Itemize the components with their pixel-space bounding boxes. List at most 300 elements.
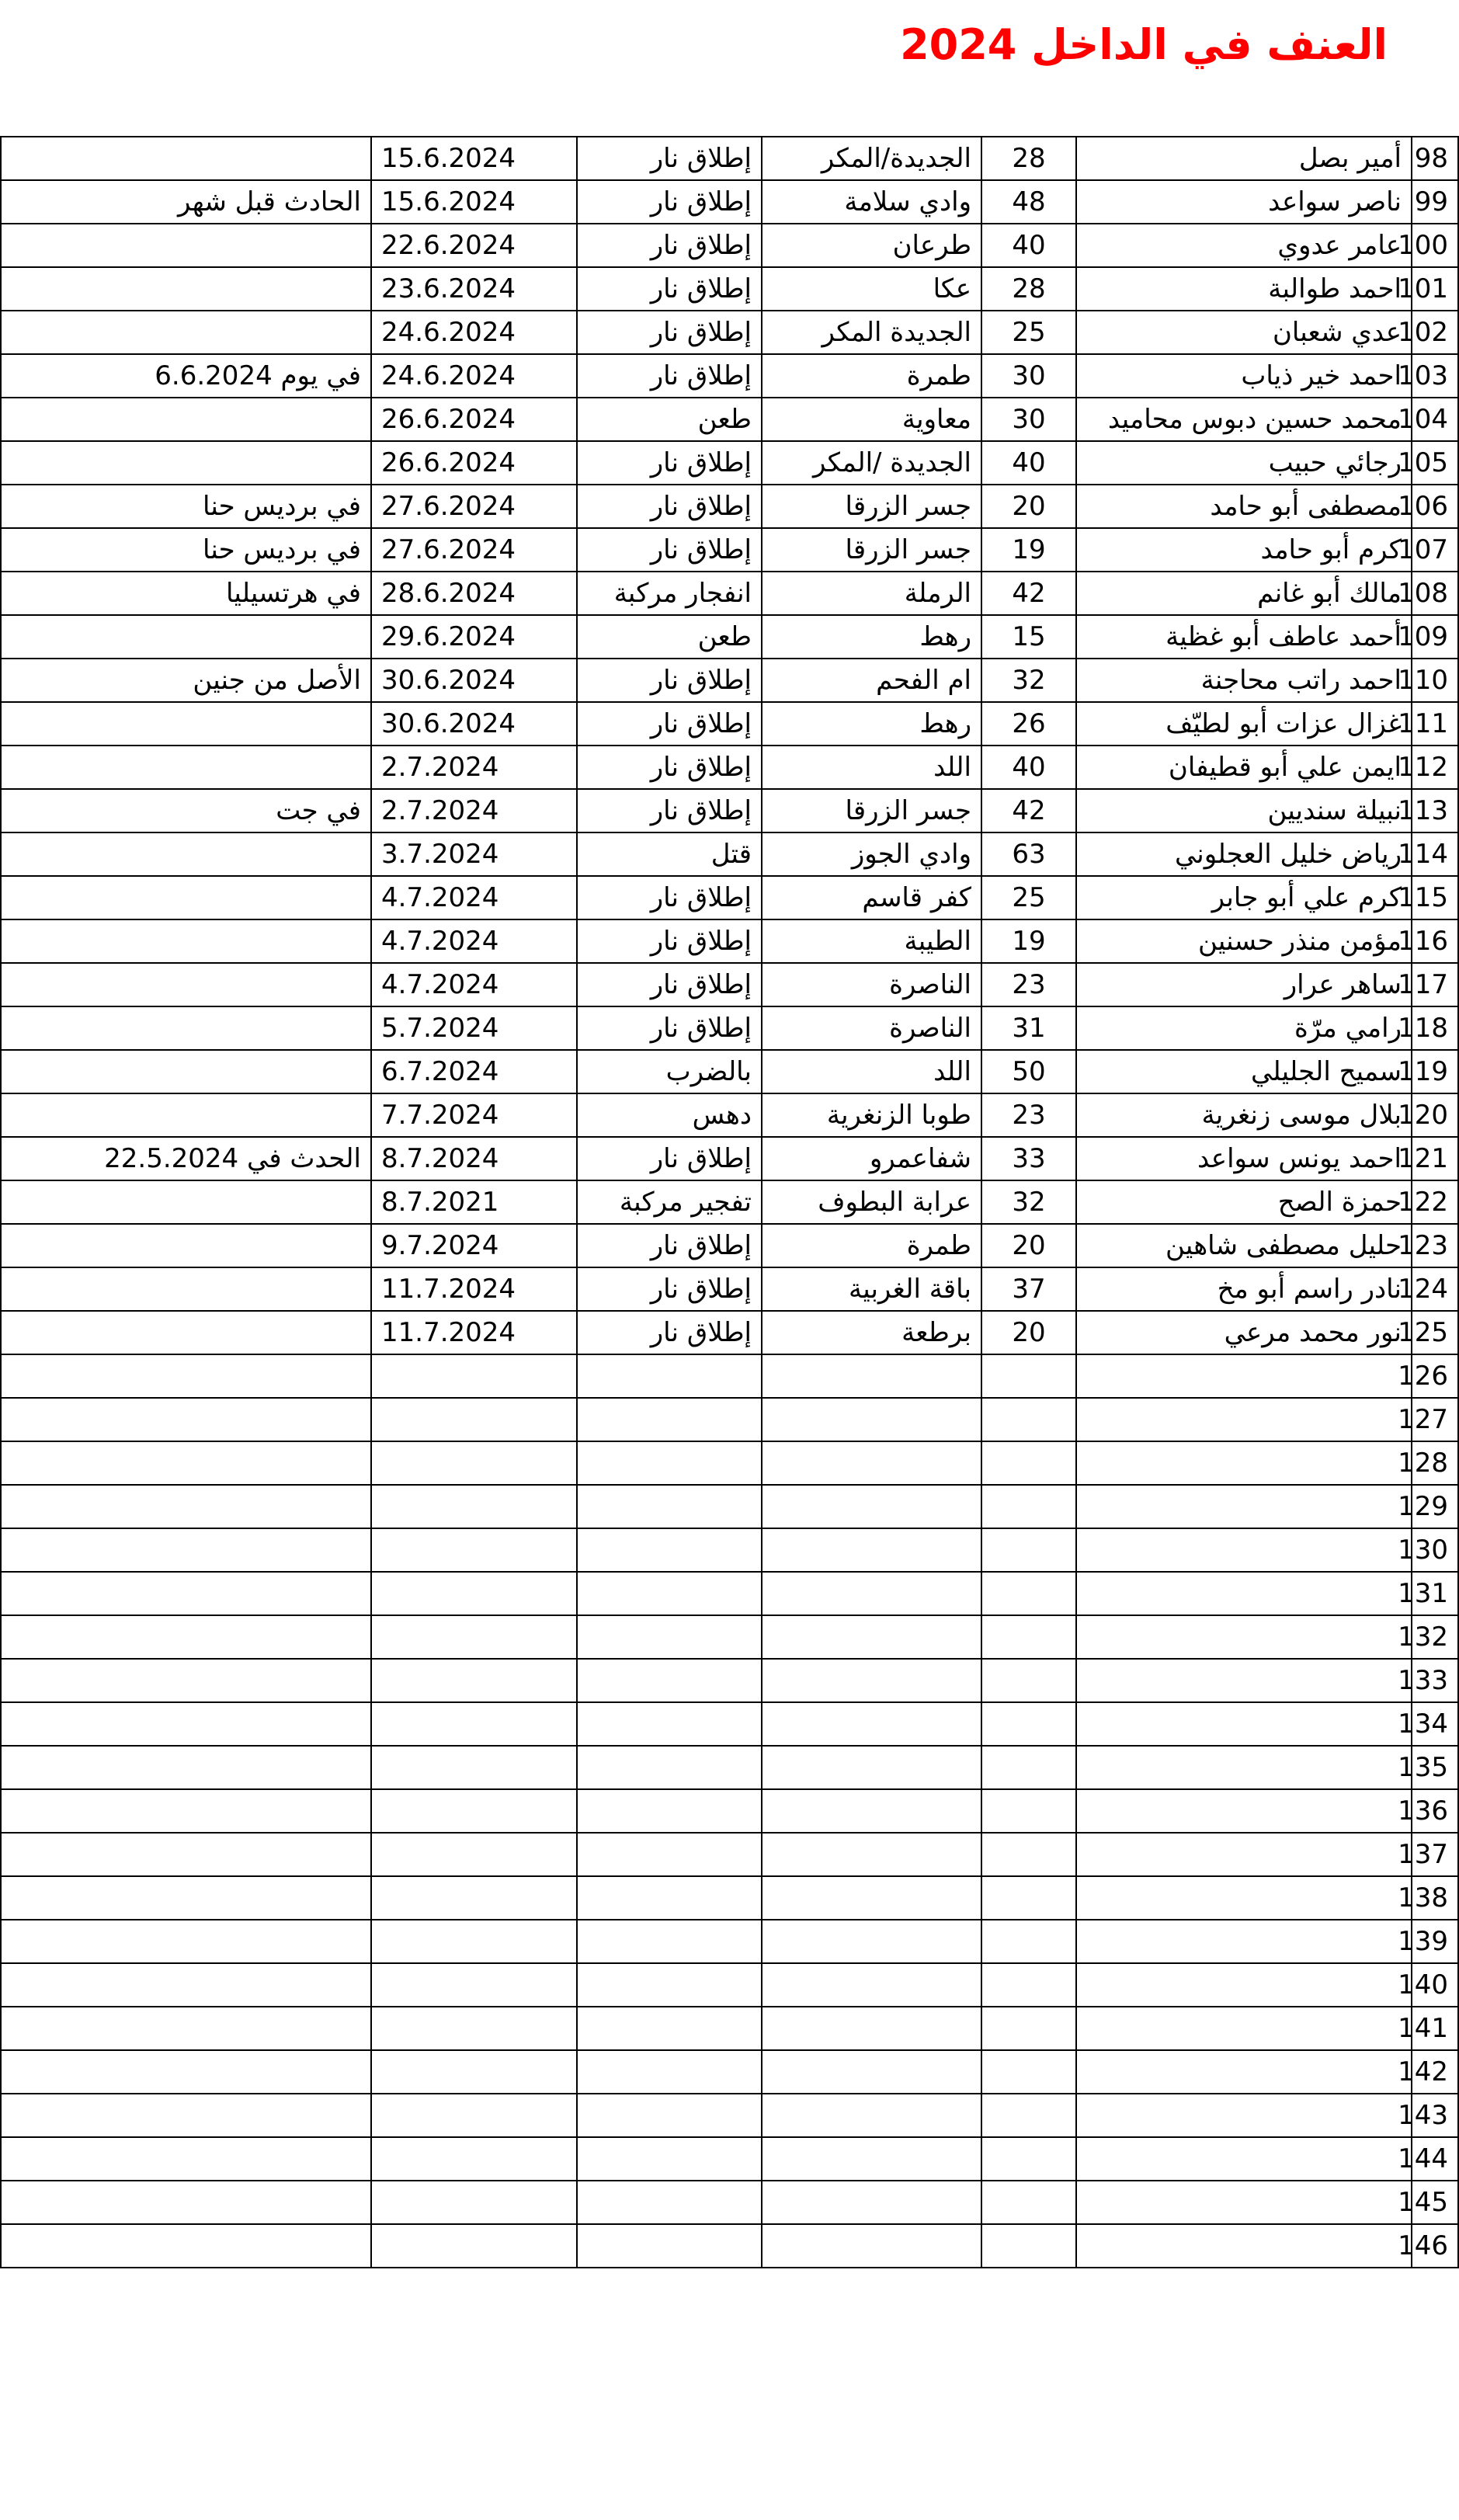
cell-age [981, 1572, 1076, 1615]
cell-note [1, 1267, 371, 1311]
cell-num: 122 [1412, 1180, 1458, 1224]
cell-name: رامي مرّة [1076, 1006, 1412, 1050]
cell-type [577, 1615, 762, 1659]
cell-place [762, 1354, 981, 1398]
table-row [1, 659, 1458, 702]
cell-num: 143 [1412, 2094, 1458, 2137]
cell-age [981, 1615, 1076, 1659]
table-row [1, 1180, 1458, 1224]
cell-place: رهط [762, 702, 981, 746]
cell-name [1076, 1441, 1412, 1485]
cell-num: 144 [1412, 2137, 1458, 2181]
cell-type [577, 1398, 762, 1441]
cell-age [981, 2224, 1076, 2268]
table-row [1, 1789, 1458, 1833]
cell-name: محمد حسين دبوس محاميد [1076, 398, 1412, 441]
cell-type: إطلاق نار [577, 919, 762, 963]
cell-num: 141 [1412, 2007, 1458, 2050]
cell-num: 104 [1412, 398, 1458, 441]
table-row [1, 702, 1458, 746]
cell-type [577, 1746, 762, 1789]
cell-num: 109 [1412, 615, 1458, 659]
cell-name: احمد خير ذياب [1076, 354, 1412, 398]
cell-num: 115 [1412, 876, 1458, 919]
cell-age [981, 1920, 1076, 1963]
cell-num: 130 [1412, 1528, 1458, 1572]
cell-name: عدي شعبان [1076, 311, 1412, 354]
cell-note [1, 702, 371, 746]
cell-type: إطلاق نار [577, 485, 762, 528]
cell-num: 99 [1412, 180, 1458, 224]
cell-num: 111 [1412, 702, 1458, 746]
cell-name: مؤمن منذر حسنين [1076, 919, 1412, 963]
cell-age: 42 [981, 572, 1076, 615]
cell-num: 103 [1412, 354, 1458, 398]
table-row [1, 1224, 1458, 1267]
cell-name [1076, 1833, 1412, 1876]
cell-type: إطلاق نار [577, 876, 762, 919]
cell-place [762, 1659, 981, 1702]
cell-age: 25 [981, 876, 1076, 919]
cell-type [577, 1876, 762, 1920]
cell-name [1076, 1876, 1412, 1920]
cell-date: 30.6.2024 [371, 659, 577, 702]
cell-age: 37 [981, 1267, 1076, 1311]
cell-date: 27.6.2024 [371, 485, 577, 528]
cell-date: 4.7.2024 [371, 963, 577, 1006]
cell-place [762, 2094, 981, 2137]
table-row [1, 1137, 1458, 1180]
cell-num: 139 [1412, 1920, 1458, 1963]
cell-type: إطلاق نار [577, 528, 762, 572]
cell-age: 40 [981, 746, 1076, 789]
cell-date [371, 1615, 577, 1659]
cell-name [1076, 1485, 1412, 1528]
cell-age [981, 1789, 1076, 1833]
cell-place [762, 1789, 981, 1833]
cell-age [981, 1833, 1076, 1876]
cell-type [577, 1659, 762, 1702]
cell-note [1, 1180, 371, 1224]
cell-num: 116 [1412, 919, 1458, 963]
cell-type: طعن [577, 398, 762, 441]
table-row [1, 1963, 1458, 2007]
cell-age: 25 [981, 311, 1076, 354]
table-row [1, 311, 1458, 354]
cell-place [762, 2181, 981, 2224]
cell-type: بالضرب [577, 1050, 762, 1093]
cell-age: 30 [981, 354, 1076, 398]
cell-type [577, 1789, 762, 1833]
cell-type [577, 1441, 762, 1485]
cell-age: 31 [981, 1006, 1076, 1050]
cell-place [762, 1876, 981, 1920]
cell-type: إطلاق نار [577, 1006, 762, 1050]
table-row [1, 1615, 1458, 1659]
cell-type [577, 1354, 762, 1398]
cell-note [1, 1833, 371, 1876]
cell-date: 28.6.2024 [371, 572, 577, 615]
cell-age: 19 [981, 919, 1076, 963]
cell-age: 23 [981, 1093, 1076, 1137]
cell-note [1, 1485, 371, 1528]
cell-num: 127 [1412, 1398, 1458, 1441]
cell-name: ايمن علي أبو قطيفان [1076, 746, 1412, 789]
cell-type: إطلاق نار [577, 311, 762, 354]
cell-note: الأصل من جنين [1, 659, 371, 702]
cell-num: 145 [1412, 2181, 1458, 2224]
table-row [1, 1702, 1458, 1746]
cell-note [1, 1224, 371, 1267]
cell-num: 140 [1412, 1963, 1458, 2007]
cell-num: 128 [1412, 1441, 1458, 1485]
cell-date [371, 1398, 577, 1441]
cell-date: 26.6.2024 [371, 441, 577, 485]
cell-num: 132 [1412, 1615, 1458, 1659]
cell-date [371, 1833, 577, 1876]
cell-note [1, 615, 371, 659]
cell-note [1, 1659, 371, 1702]
table-row [1, 746, 1458, 789]
cell-date: 5.7.2024 [371, 1006, 577, 1050]
cell-name: رجائي حبيب [1076, 441, 1412, 485]
cell-name [1076, 1789, 1412, 1833]
table-row [1, 528, 1458, 572]
cell-age: 30 [981, 398, 1076, 441]
cell-type [577, 1702, 762, 1746]
cell-place [762, 1528, 981, 1572]
cell-place: رهط [762, 615, 981, 659]
cell-name [1076, 1528, 1412, 1572]
table-row [1, 2050, 1458, 2094]
cell-type: إطلاق نار [577, 441, 762, 485]
cell-age: 26 [981, 702, 1076, 746]
cell-date [371, 1702, 577, 1746]
cell-type: إطلاق نار [577, 1137, 762, 1180]
cell-name: مالك أبو غانم [1076, 572, 1412, 615]
cell-num: 135 [1412, 1746, 1458, 1789]
cell-date: 30.6.2024 [371, 702, 577, 746]
cell-place [762, 1920, 981, 1963]
cell-place [762, 1572, 981, 1615]
cell-age [981, 2137, 1076, 2181]
table-row [1, 1528, 1458, 1572]
cell-place [762, 1702, 981, 1746]
cell-place [762, 1441, 981, 1485]
cell-name: عامر عدوي [1076, 224, 1412, 267]
cell-age [981, 2050, 1076, 2094]
cell-note [1, 1398, 371, 1441]
cell-num: 126 [1412, 1354, 1458, 1398]
cell-note [1, 1876, 371, 1920]
table-row [1, 963, 1458, 1006]
cell-name: حمزة الصح [1076, 1180, 1412, 1224]
cell-date: 8.7.2024 [371, 1137, 577, 1180]
cell-note [1, 224, 371, 267]
cell-age: 32 [981, 659, 1076, 702]
cell-type: إطلاق نار [577, 1311, 762, 1354]
cell-name [1076, 2224, 1412, 2268]
cell-date: 29.6.2024 [371, 615, 577, 659]
table-row [1, 1093, 1458, 1137]
cell-place: الجديدة/المكر [762, 137, 981, 180]
cell-name: كرم علي أبو جابر [1076, 876, 1412, 919]
cell-date [371, 1920, 577, 1963]
cell-age: 50 [981, 1050, 1076, 1093]
cell-place [762, 2137, 981, 2181]
cell-note: في يوم 6.6.2024 [1, 354, 371, 398]
cell-date: 27.6.2024 [371, 528, 577, 572]
cell-type [577, 2050, 762, 2094]
cell-age: 33 [981, 1137, 1076, 1180]
cell-type: إطلاق نار [577, 224, 762, 267]
cell-note [1, 1746, 371, 1789]
cell-date: 3.7.2024 [371, 832, 577, 876]
cell-note [1, 832, 371, 876]
table-row [1, 1311, 1458, 1354]
table-row [1, 1050, 1458, 1093]
cell-place: معاوية [762, 398, 981, 441]
cell-name [1076, 1572, 1412, 1615]
table-row [1, 1267, 1458, 1311]
cell-type: تفجير مركبة [577, 1180, 762, 1224]
cell-num: 121 [1412, 1137, 1458, 1180]
cell-age: 15 [981, 615, 1076, 659]
cell-type [577, 2137, 762, 2181]
cell-age: 28 [981, 137, 1076, 180]
cell-num: 137 [1412, 1833, 1458, 1876]
cell-name: احمد راتب محاجنة [1076, 659, 1412, 702]
cell-place [762, 1746, 981, 1789]
table-row [1, 1833, 1458, 1876]
cell-name [1076, 2094, 1412, 2137]
cell-name: أحمد عاطف أبو غظية [1076, 615, 1412, 659]
cell-num: 119 [1412, 1050, 1458, 1093]
cell-date [371, 1572, 577, 1615]
table-row [1, 876, 1458, 919]
cell-date: 24.6.2024 [371, 311, 577, 354]
cell-num: 146 [1412, 2224, 1458, 2268]
table-row [1, 1746, 1458, 1789]
cell-age [981, 1398, 1076, 1441]
cell-name: غزال عزات أبو لطيّف [1076, 702, 1412, 746]
table-row [1, 615, 1458, 659]
cell-place: الناصرة [762, 1006, 981, 1050]
cell-age: 40 [981, 441, 1076, 485]
cell-num: 114 [1412, 832, 1458, 876]
cell-type: إطلاق نار [577, 354, 762, 398]
cell-note [1, 876, 371, 919]
cell-note [1, 1006, 371, 1050]
cell-num: 100 [1412, 224, 1458, 267]
cell-place: الجديدة /المكر [762, 441, 981, 485]
cell-num: 113 [1412, 789, 1458, 832]
cell-name: احمد طوالبة [1076, 267, 1412, 311]
cell-name: ناصر سواعد [1076, 180, 1412, 224]
cell-place: وادي سلامة [762, 180, 981, 224]
table-row [1, 919, 1458, 963]
cell-note [1, 398, 371, 441]
cell-place: كفر قاسم [762, 876, 981, 919]
table-row [1, 2181, 1458, 2224]
victims-table [0, 136, 1459, 2268]
cell-num: 105 [1412, 441, 1458, 485]
cell-num: 125 [1412, 1311, 1458, 1354]
cell-note: في هرتسيليا [1, 572, 371, 615]
cell-place: ام الفحم [762, 659, 981, 702]
cell-place [762, 2050, 981, 2094]
cell-num: 133 [1412, 1659, 1458, 1702]
cell-date: 2.7.2024 [371, 789, 577, 832]
cell-type [577, 1920, 762, 1963]
cell-date [371, 1746, 577, 1789]
cell-date: 22.6.2024 [371, 224, 577, 267]
cell-note [1, 1920, 371, 1963]
cell-type: إطلاق نار [577, 702, 762, 746]
cell-note [1, 1093, 371, 1137]
cell-num: 120 [1412, 1093, 1458, 1137]
cell-date: 11.7.2024 [371, 1311, 577, 1354]
cell-name: حليل مصطفى شاهين [1076, 1224, 1412, 1267]
cell-name [1076, 1746, 1412, 1789]
table-row [1, 2094, 1458, 2137]
cell-place: وادي الجوز [762, 832, 981, 876]
cell-num: 106 [1412, 485, 1458, 528]
table-row [1, 2224, 1458, 2268]
cell-date: 9.7.2024 [371, 1224, 577, 1267]
cell-type: إطلاق نار [577, 746, 762, 789]
cell-name: نادر راسم أبو مخ [1076, 1267, 1412, 1311]
cell-note [1, 2181, 371, 2224]
cell-note [1, 1572, 371, 1615]
cell-note [1, 2094, 371, 2137]
cell-name: سميح الجليلي [1076, 1050, 1412, 1093]
cell-type [577, 1572, 762, 1615]
table-row [1, 137, 1458, 180]
cell-num: 112 [1412, 746, 1458, 789]
cell-name [1076, 1963, 1412, 2007]
cell-age: 63 [981, 832, 1076, 876]
cell-name [1076, 2181, 1412, 2224]
cell-note [1, 441, 371, 485]
cell-age: 28 [981, 267, 1076, 311]
cell-age: 32 [981, 1180, 1076, 1224]
cell-note [1, 1441, 371, 1485]
cell-name: بلال موسى زنغرية [1076, 1093, 1412, 1137]
cell-age [981, 1659, 1076, 1702]
cell-date [371, 1354, 577, 1398]
cell-age: 23 [981, 963, 1076, 1006]
cell-type [577, 2007, 762, 2050]
cell-name [1076, 1659, 1412, 1702]
cell-note: في جت [1, 789, 371, 832]
cell-age [981, 1441, 1076, 1485]
cell-date: 11.7.2024 [371, 1267, 577, 1311]
cell-date: 26.6.2024 [371, 398, 577, 441]
cell-place: طرعان [762, 224, 981, 267]
cell-date [371, 2094, 577, 2137]
table-row [1, 1876, 1458, 1920]
cell-place: برطعة [762, 1311, 981, 1354]
cell-name [1076, 2007, 1412, 2050]
cell-date: 4.7.2024 [371, 876, 577, 919]
cell-age [981, 2007, 1076, 2050]
cell-type: إطلاق نار [577, 659, 762, 702]
cell-note [1, 919, 371, 963]
cell-age [981, 2094, 1076, 2137]
cell-note [1, 1702, 371, 1746]
cell-place: اللد [762, 1050, 981, 1093]
table-row [1, 789, 1458, 832]
cell-note: الحدث في 22.5.2024 [1, 1137, 371, 1180]
cell-age: 20 [981, 1311, 1076, 1354]
cell-num: 134 [1412, 1702, 1458, 1746]
cell-place [762, 2007, 981, 2050]
table-row [1, 1441, 1458, 1485]
cell-date [371, 1963, 577, 2007]
cell-place: عرابة البطوف [762, 1180, 981, 1224]
cell-date: 2.7.2024 [371, 746, 577, 789]
cell-num: 142 [1412, 2050, 1458, 2094]
cell-name: كرم أبو حامد [1076, 528, 1412, 572]
cell-name: مصطفى أبو حامد [1076, 485, 1412, 528]
cell-place: جسر الزرقا [762, 789, 981, 832]
cell-age: 48 [981, 180, 1076, 224]
cell-age: 42 [981, 789, 1076, 832]
cell-name: نور محمد مرعي [1076, 1311, 1412, 1354]
cell-date: 8.7.2021 [371, 1180, 577, 1224]
cell-note [1, 2050, 371, 2094]
cell-age [981, 1746, 1076, 1789]
cell-place [762, 1398, 981, 1441]
cell-place [762, 1485, 981, 1528]
table-row [1, 1354, 1458, 1398]
cell-date: 24.6.2024 [371, 354, 577, 398]
cell-place [762, 1963, 981, 2007]
cell-place: جسر الزرقا [762, 528, 981, 572]
table-row [1, 1485, 1458, 1528]
cell-date [371, 2224, 577, 2268]
cell-date [371, 2007, 577, 2050]
cell-age: 40 [981, 224, 1076, 267]
cell-note [1, 1615, 371, 1659]
cell-type: إطلاق نار [577, 180, 762, 224]
table-row [1, 2137, 1458, 2181]
cell-age: 20 [981, 485, 1076, 528]
cell-place: طوبا الزنغرية [762, 1093, 981, 1137]
table-row [1, 224, 1458, 267]
table-row [1, 832, 1458, 876]
cell-num: 107 [1412, 528, 1458, 572]
table-row [1, 485, 1458, 528]
table-row [1, 398, 1458, 441]
cell-name: ساهر عرار [1076, 963, 1412, 1006]
cell-note: في برديس حنا [1, 528, 371, 572]
table-row [1, 441, 1458, 485]
cell-note [1, 1528, 371, 1572]
cell-place: طمرة [762, 354, 981, 398]
cell-name [1076, 1702, 1412, 1746]
cell-date [371, 1876, 577, 1920]
cell-type [577, 2224, 762, 2268]
cell-note [1, 1354, 371, 1398]
cell-name [1076, 2050, 1412, 2094]
cell-type: إطلاق نار [577, 1224, 762, 1267]
cell-type: إطلاق نار [577, 137, 762, 180]
cell-type: طعن [577, 615, 762, 659]
cell-place: باقة الغربية [762, 1267, 981, 1311]
cell-place: طمرة [762, 1224, 981, 1267]
